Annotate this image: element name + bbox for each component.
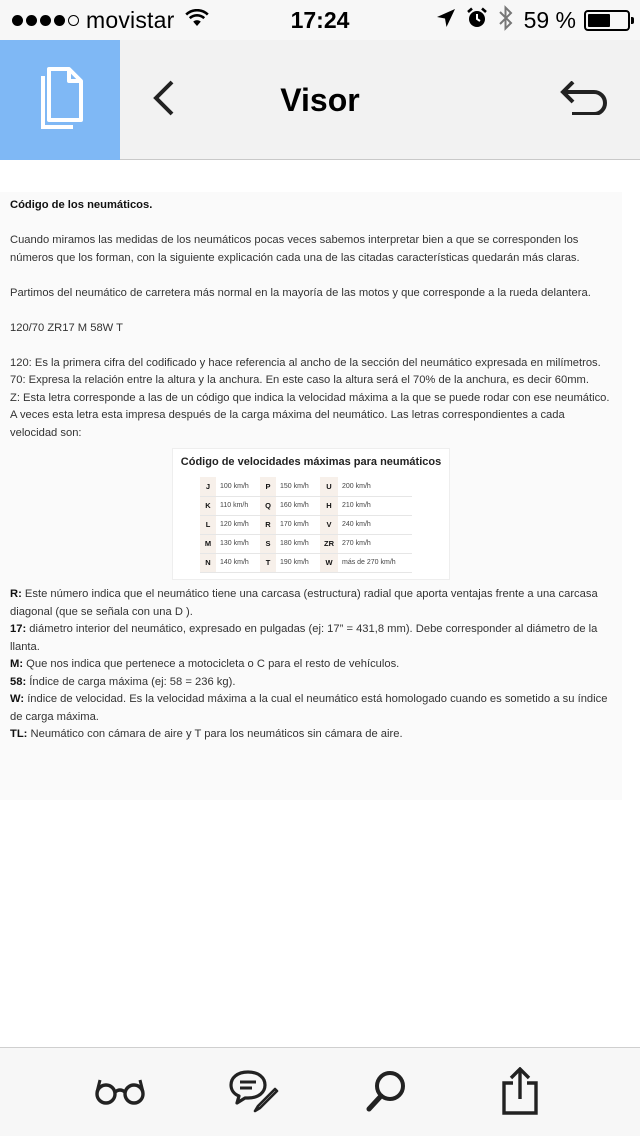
speed-code-value: 160 km/h [276,496,320,515]
speed-code-letter: M [200,534,216,553]
paragraph-z: Z: Esta letra corresponde a las de un código que indica la velocidad máxima a la que se puede rodar con ese neumático. A veces esta letra esta impresa después de la carga máxima del neumático. Las letras correspondientes a cada velocidad son: [10,391,610,439]
speed-code-letter: V [320,515,338,534]
speed-code-value: 200 km/h [338,477,412,496]
speed-code-letter: N [200,553,216,572]
paragraph-r-label: R: [10,588,22,600]
search-button[interactable] [358,1068,414,1118]
reading-mode-button[interactable] [92,1068,148,1118]
paragraph-partimos: Partimos del neumático de carretera más normal en la mayoría de las motos y que corresponde a la rueda delantera. [10,286,591,299]
paragraph-tl-text: Neumático con cámara de aire y T para los neumáticos sin cámara de aire. [27,728,403,740]
speed-table-image [172,448,450,580]
speed-code-value: 120 km/h [216,515,260,534]
paragraph-r-text: Este número indica que el neumático tiene una carcasa (estructura) radial que aporta ventajas frente a una carcasa diagonal (que se señala con una D ). [10,588,598,618]
paragraph-58-label: 58: [10,675,27,688]
bluetooth-icon [498,5,514,36]
glasses-icon [94,1076,146,1111]
speed-table-title: Código de velocidades máximas para neumáticos [180,456,442,468]
paragraph-17-label: 17: [10,623,27,635]
paragraph-tl-label: TL: [10,728,28,740]
speed-table-row [200,496,412,515]
paragraph-58 [10,674,612,692]
paragraph-w [10,691,612,726]
speed-table [200,477,412,573]
battery-icon [584,10,630,31]
bottom-toolbar [0,1047,640,1136]
speed-table-row [200,534,412,553]
speed-code-value: 110 km/h [216,496,260,515]
paragraph-17 [10,621,612,656]
speed-table-row [200,477,412,496]
paragraph-58-text: Índice de carga máxima (ej: 58 = 236 kg). [26,675,236,688]
paragraph-17-text: diámetro interior del neumático, expresado en pulgadas (ej: 17” = 431,8 mm). Debe corresponder al diámetro de la llanta. [10,623,598,653]
paragraph-m [10,656,612,674]
page-title: Visor [280,82,360,118]
paragraph-70: 70: Expresa la relación entre la altura y la anchura. En este caso la altura será el 70% de la anchura, es decir 60mm. [10,374,589,386]
speed-code-letter: H [320,496,338,515]
status-time: 17:24 [290,7,350,33]
paragraph-intro: Cuando miramos las medidas de los neumáticos pocas veces sabemos interpretar bien a que se corresponden los números que los forman, con la siguiente explicación cada una de las citadas características quedarán más claras. [10,234,580,264]
speed-code-value: 130 km/h [216,534,260,553]
location-arrow-icon [436,8,456,33]
speed-code-value: 270 km/h [338,534,412,553]
speed-code-value: 190 km/h [276,553,320,572]
speed-table-row [200,553,412,572]
paragraph-tl [10,726,612,744]
paragraph-m-text: Que nos indica que pertenece a motocicleta o C para el resto de vehículos. [23,658,400,670]
speed-code-value: 170 km/h [276,515,320,534]
speed-code-letter: ZR [320,534,338,553]
app-header [0,40,640,160]
speed-code-value: 210 km/h [338,496,412,515]
speed-code-letter: U [320,477,338,496]
speed-code-value: 240 km/h [338,515,412,534]
speed-code-value: 150 km/h [276,477,320,496]
return-button[interactable] [558,78,610,122]
annotate-icon [228,1069,280,1118]
paragraph-w-text: índice de velocidad. Es la velocidad máxima a la cual el neumático está homologado cuando es sometido a su índice de carga máxima. [10,693,608,723]
paragraph-w-label: W: [10,693,25,705]
speed-code-letter: P [260,477,276,496]
speed-code-value: 100 km/h [216,477,260,496]
speed-code-letter: J [200,477,216,496]
paragraph-r [10,586,612,621]
alarm-clock-icon [466,7,488,34]
paragraph-120: 120: Es la primera cifra del codificado y hace referencia al ancho de la sección del neumático expresada en milímetros. [10,356,601,369]
search-icon [364,1069,408,1118]
speed-code-letter: S [260,534,276,553]
speed-code-letter: W [320,553,338,572]
battery-percent: 59 % [523,6,576,33]
speed-code-letter: K [200,496,216,515]
status-right [436,6,630,34]
speed-code-letter: R [260,515,276,534]
annotate-button[interactable] [226,1068,282,1118]
speed-code-value: 140 km/h [216,553,260,572]
document-title: Código de los neumáticos. [10,199,153,211]
example-code: 120/70 ZR17 M 58W T [10,321,123,334]
battery-level [588,14,610,27]
carrier-name: movistar [86,6,175,33]
status-bar [0,0,640,40]
paragraph-m-label: M: [10,658,24,670]
speed-table-row [200,515,412,534]
speed-code-letter: Q [260,496,276,515]
speed-code-letter: L [200,515,216,534]
undo-arrow-icon [560,81,608,120]
document-viewer[interactable] [0,192,622,800]
speed-code-value: más de 270 km/h [338,553,412,572]
speed-code-value: 180 km/h [276,534,320,553]
speed-code-letter: T [260,553,276,572]
share-icon [500,1067,540,1120]
share-button[interactable] [492,1068,548,1118]
